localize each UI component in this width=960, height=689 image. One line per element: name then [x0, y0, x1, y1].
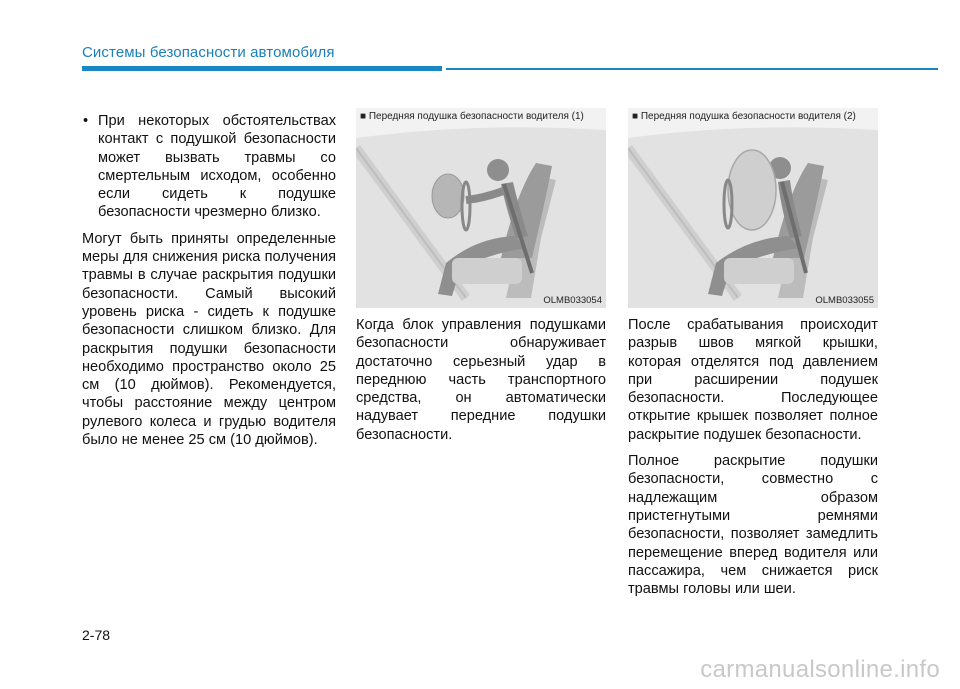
text-column-2 [356, 316, 606, 444]
page-number: 2-78 [82, 627, 111, 643]
figure-2-code: OLMB033055 [815, 295, 874, 306]
section-title: Системы безопасности автомобиля [82, 44, 335, 61]
bullet-paragraph [82, 112, 336, 222]
airbag-illustration-2 [628, 108, 878, 308]
header-rule-thin [446, 68, 938, 70]
figure-airbag-1 [356, 108, 606, 308]
bullet-dot: • [83, 113, 89, 129]
cover-paragraph: После срабатывания происходит разрыв швов мягкой крышки, которая отделятся под давлением при расширении подушек безопасности. Последующее открытие крышек позволяет полное раскрытие подушек безопасности. [628, 317, 878, 443]
figure-airbag-2 [628, 108, 878, 308]
figure-1-caption: ■ Передняя подушка безопасности водителя (1) [360, 111, 584, 122]
figure-1-code: OLMB033054 [543, 295, 602, 306]
bullet-text: При некоторых обстоятельствах контакт с подушкой безопасности может вызвать травмы со смертельным исходом, особенно если сидеть к подушке безопасности чрезмерно близко. [98, 113, 336, 221]
text-column-3 [628, 316, 878, 598]
airbag-illustration-1 [356, 108, 606, 308]
risk-paragraph: Могут быть приняты определенные меры для снижения риска получения травмы в случае раскрытия подушки безопасности. Самый высокий уровень риска - сидеть к подушке безопасности слишком близко. Для раскрытия подушки безопасности необходимо пространство около 25 см (10 дюймов). Рекомендуется, чтобы расстояние между центром рулевого колеса и грудью водителя было не менее 25 см (10 дюймов). [82, 230, 336, 449]
deployment-paragraph: Когда блок управления подушками безопасности обнаруживает достаточно серьезный удар в переднюю часть транспортного средства, он автоматически надувает передние подушки безопасности. [356, 317, 606, 443]
figure-2-caption: ■ Передняя подушка безопасности водителя (2) [632, 111, 856, 122]
watermark: carmanualsonline.info [700, 656, 940, 683]
full-deployment-paragraph: Полное раскрытие подушки безопасности, совместно с надлежащим образом пристегнутыми ремнями безопасности, позволяет замедлить перемещение вперед водителя или пассажира, чем снижается риск травмы головы или шеи. [628, 453, 878, 598]
text-column-1 [82, 112, 336, 449]
header-rule-thick [82, 66, 442, 71]
